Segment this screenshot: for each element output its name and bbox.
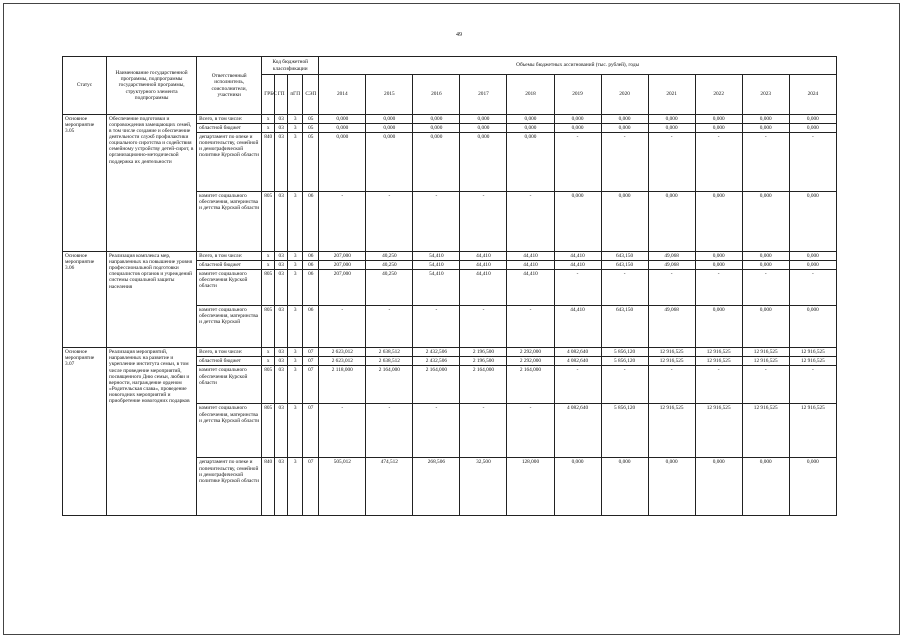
value-cell: - <box>789 133 836 192</box>
value-cell: 5 856,120 <box>601 348 648 357</box>
code-cell: 3 <box>288 115 303 124</box>
value-cell: 0,000 <box>413 115 460 124</box>
code-cell: 03 <box>275 133 288 192</box>
value-cell: 0,000 <box>742 252 789 261</box>
value-cell: 2 292,000 <box>507 357 554 366</box>
value-cell: 0,000 <box>789 306 836 348</box>
value-cell: - <box>601 366 648 404</box>
value-cell: - <box>507 306 554 348</box>
value-cell: 2 623,012 <box>319 348 366 357</box>
value-cell: 0,000 <box>460 124 507 133</box>
code-cell: 805 <box>262 306 275 348</box>
value-cell: 12 916,525 <box>789 348 836 357</box>
executor-cell: департамент по опеке и попечительству, семейной и демографической политике Курской области <box>197 133 262 192</box>
code-cell: 3 <box>288 404 303 458</box>
value-cell: - <box>742 270 789 306</box>
value-cell: 207,000 <box>319 270 366 306</box>
value-cell: 12 916,525 <box>648 404 695 458</box>
value-cell: 0,000 <box>695 115 742 124</box>
value-cell: 0,000 <box>742 124 789 133</box>
header-executor: Ответственный исполнитель, соисполнители, участники <box>197 57 262 115</box>
value-cell: - <box>319 404 366 458</box>
value-cell: - <box>648 270 695 306</box>
value-cell: 44,410 <box>554 252 601 261</box>
value-cell: - <box>507 404 554 458</box>
value-cell: - <box>460 306 507 348</box>
value-cell: 49,068 <box>648 252 695 261</box>
executor-cell: областной бюджет <box>197 261 262 270</box>
code-cell: 06 <box>303 261 319 270</box>
budget-table <box>62 56 837 516</box>
value-cell: 44,410 <box>507 252 554 261</box>
value-cell: 49,068 <box>648 306 695 348</box>
code-cell: 3 <box>288 306 303 348</box>
header-year: 2017 <box>460 75 507 115</box>
value-cell: - <box>366 404 413 458</box>
value-cell: 0,000 <box>789 192 836 252</box>
value-cell: 0,000 <box>648 124 695 133</box>
value-cell: 0,000 <box>742 458 789 516</box>
value-cell: 0,000 <box>554 458 601 516</box>
code-cell: 03 <box>275 357 288 366</box>
value-cell: 0,000 <box>742 115 789 124</box>
value-cell: 40,250 <box>366 252 413 261</box>
header-code-gp: ГП <box>275 75 288 115</box>
executor-cell: Всего, в том числе: <box>197 348 262 357</box>
value-cell: - <box>742 133 789 192</box>
code-cell: 03 <box>275 252 288 261</box>
code-cell: 805 <box>262 404 275 458</box>
value-cell: - <box>789 270 836 306</box>
value-cell: 0,000 <box>554 192 601 252</box>
value-cell: 2 118,000 <box>319 366 366 404</box>
value-cell: 2 638,512 <box>366 348 413 357</box>
header-status: Статус <box>63 57 107 115</box>
value-cell: 54,410 <box>413 252 460 261</box>
value-cell: - <box>319 192 366 252</box>
value-cell: 44,410 <box>460 270 507 306</box>
page-number: 49 <box>456 32 462 38</box>
name-cell: Обеспечение подготовки и сопровождения замещающих семей, в том числе создание и обеспечение деятельности служб профилактики социального сиротства и содействия семейному устройству детей-сирот, в организационно-методической поддержка их деятельности <box>107 115 197 252</box>
code-cell: 07 <box>303 348 319 357</box>
value-cell: - <box>554 366 601 404</box>
code-cell: x <box>262 348 275 357</box>
header-code-sep: СЭП <box>303 75 319 115</box>
value-cell: - <box>742 366 789 404</box>
value-cell: 12 916,525 <box>742 348 789 357</box>
value-cell: 0,000 <box>648 192 695 252</box>
header-code-grbs: ГРБС <box>262 75 275 115</box>
code-cell: 3 <box>288 261 303 270</box>
code-cell: 03 <box>275 115 288 124</box>
executor-cell: комитет социального обеспечения, материнства и детства Курской области <box>197 404 262 458</box>
executor-cell: областной бюджет <box>197 357 262 366</box>
value-cell: 2 638,512 <box>366 357 413 366</box>
code-cell: 3 <box>288 192 303 252</box>
code-cell: 06 <box>303 270 319 306</box>
value-cell: 2 623,012 <box>319 357 366 366</box>
value-cell: 643,150 <box>601 306 648 348</box>
value-cell: 12 916,525 <box>695 348 742 357</box>
code-cell: 03 <box>275 124 288 133</box>
value-cell: 12 916,525 <box>648 348 695 357</box>
code-cell: 840 <box>262 458 275 516</box>
value-cell: - <box>460 404 507 458</box>
executor-cell: областной бюджет <box>197 124 262 133</box>
value-cell: 505,012 <box>319 458 366 516</box>
status-cell: Основное мероприятие 3.06 <box>63 252 107 348</box>
value-cell: 0,000 <box>366 133 413 192</box>
value-cell: - <box>413 306 460 348</box>
code-cell: 03 <box>275 306 288 348</box>
value-cell: 0,000 <box>789 115 836 124</box>
value-cell: 44,410 <box>507 261 554 270</box>
value-cell: 0,000 <box>413 133 460 192</box>
value-cell: 44,410 <box>554 306 601 348</box>
code-cell: 805 <box>262 366 275 404</box>
value-cell: 268,506 <box>413 458 460 516</box>
table-row <box>63 348 837 357</box>
value-cell: 44,410 <box>507 270 554 306</box>
value-cell: 0,000 <box>507 115 554 124</box>
header-name: Наименование государственной программы, подпрограммы государственной программы, структурного элемента подпрограммы <box>107 57 197 115</box>
header-year: 2019 <box>554 75 601 115</box>
header-code-pgp: пГП <box>288 75 303 115</box>
table-row <box>63 115 837 124</box>
value-cell: 2 196,500 <box>460 348 507 357</box>
value-cell: - <box>507 192 554 252</box>
code-cell: x <box>262 115 275 124</box>
code-cell: 3 <box>288 133 303 192</box>
code-cell: 06 <box>303 306 319 348</box>
value-cell: 12 916,525 <box>648 357 695 366</box>
code-cell: 07 <box>303 404 319 458</box>
value-cell: - <box>601 270 648 306</box>
code-cell: 03 <box>275 261 288 270</box>
code-cell: 07 <box>303 366 319 404</box>
executor-cell: комитет социального обеспечения, материнства и детства Курской <box>197 306 262 348</box>
code-cell: x <box>262 261 275 270</box>
header-year: 2014 <box>319 75 366 115</box>
header-row-1 <box>63 57 837 75</box>
value-cell: 0,000 <box>460 115 507 124</box>
value-cell: 49,068 <box>648 261 695 270</box>
value-cell: 0,000 <box>695 306 742 348</box>
value-cell: 12 916,525 <box>789 404 836 458</box>
value-cell: 0,000 <box>695 261 742 270</box>
value-cell: 5 856,120 <box>601 404 648 458</box>
code-cell: 03 <box>275 192 288 252</box>
status-cell: Основное мероприятие 3.07 <box>63 348 107 516</box>
value-cell: 12 916,525 <box>695 357 742 366</box>
code-cell: 03 <box>275 270 288 306</box>
value-cell: - <box>695 366 742 404</box>
value-cell: 0,000 <box>789 252 836 261</box>
value-cell: 44,410 <box>554 261 601 270</box>
value-cell: 0,000 <box>554 115 601 124</box>
value-cell: 0,000 <box>648 115 695 124</box>
table-body <box>63 115 837 516</box>
value-cell: 0,000 <box>601 192 648 252</box>
value-cell: - <box>554 270 601 306</box>
code-cell: 05 <box>303 124 319 133</box>
value-cell: 32,500 <box>460 458 507 516</box>
value-cell: 12 916,525 <box>695 404 742 458</box>
code-cell: 05 <box>303 133 319 192</box>
value-cell: 0,000 <box>366 124 413 133</box>
header-year: 2023 <box>742 75 789 115</box>
value-cell: 474,512 <box>366 458 413 516</box>
value-cell: 12 916,525 <box>742 357 789 366</box>
value-cell: 643,150 <box>601 252 648 261</box>
value-cell: - <box>366 192 413 252</box>
header-year: 2015 <box>366 75 413 115</box>
name-cell: Реализация комплекса мер, направленных на повышение уровня профессиональной подготовки специалистов органов и учреждений системы социальной защиты населения <box>107 252 197 348</box>
value-cell: 0,000 <box>789 458 836 516</box>
value-cell: 2 164,000 <box>507 366 554 404</box>
code-cell: 3 <box>288 124 303 133</box>
value-cell: - <box>789 366 836 404</box>
value-cell: 4 082,640 <box>554 348 601 357</box>
value-cell: 2 164,000 <box>413 366 460 404</box>
value-cell: 0,000 <box>319 115 366 124</box>
header-year: 2021 <box>648 75 695 115</box>
value-cell: 0,000 <box>554 124 601 133</box>
code-cell: 06 <box>303 192 319 252</box>
value-cell: 12 916,525 <box>789 357 836 366</box>
value-cell: 0,000 <box>695 252 742 261</box>
value-cell: 2 292,000 <box>507 348 554 357</box>
name-cell: Реализация мероприятий, направленных на развитие и укрепление института семьи, в том числе проведение мероприятий, посвященного Дню семьи, любви и верности, награждение орденом «Родительская слава», проведение новогодних мероприятий и приобретение новогодних подарков <box>107 348 197 516</box>
code-cell: 3 <box>288 348 303 357</box>
value-cell: 44,410 <box>460 261 507 270</box>
value-cell: 12 916,525 <box>742 404 789 458</box>
value-cell: - <box>366 306 413 348</box>
value-cell: 40,250 <box>366 270 413 306</box>
code-cell: 805 <box>262 192 275 252</box>
value-cell: 0,000 <box>789 261 836 270</box>
code-cell: 3 <box>288 252 303 261</box>
value-cell: 643,150 <box>601 261 648 270</box>
value-cell: 0,000 <box>789 124 836 133</box>
value-cell: 0,000 <box>648 458 695 516</box>
header-year: 2016 <box>413 75 460 115</box>
executor-cell: комитет социального обеспечения, материнства и детства Курской области <box>197 192 262 252</box>
code-cell: x <box>262 357 275 366</box>
value-cell: 2 164,000 <box>460 366 507 404</box>
code-cell: 03 <box>275 458 288 516</box>
value-cell: 2 432,506 <box>413 348 460 357</box>
code-cell: 840 <box>262 133 275 192</box>
header-year: 2018 <box>507 75 554 115</box>
value-cell: 0,000 <box>601 458 648 516</box>
value-cell: 2 432,506 <box>413 357 460 366</box>
value-cell: 2 196,500 <box>460 357 507 366</box>
value-cell: - <box>319 306 366 348</box>
value-cell: 0,000 <box>742 261 789 270</box>
code-cell: 07 <box>303 458 319 516</box>
value-cell: 0,000 <box>366 115 413 124</box>
value-cell: 4 082,640 <box>554 404 601 458</box>
value-cell: - <box>648 366 695 404</box>
value-cell: - <box>601 133 648 192</box>
value-cell: 5 856,120 <box>601 357 648 366</box>
value-cell: 0,000 <box>319 133 366 192</box>
executor-cell: департамент по опеке и попечительству, семейной и демографической политике Курской области <box>197 458 262 516</box>
value-cell: 0,000 <box>413 124 460 133</box>
status-cell: Основное мероприятие 3.05 <box>63 115 107 252</box>
value-cell: 54,410 <box>413 261 460 270</box>
code-cell: 805 <box>262 270 275 306</box>
header-volumes: Объемы бюджетных ассигнований (тыс. рублей), годы <box>319 57 837 75</box>
value-cell: - <box>648 133 695 192</box>
value-cell: 0,000 <box>460 133 507 192</box>
value-cell: 4 082,640 <box>554 357 601 366</box>
header-year: 2022 <box>695 75 742 115</box>
code-cell: x <box>262 252 275 261</box>
value-cell: - <box>554 133 601 192</box>
value-cell: - <box>695 270 742 306</box>
value-cell: 0,000 <box>742 306 789 348</box>
value-cell: 128,000 <box>507 458 554 516</box>
value-cell: 0,000 <box>695 192 742 252</box>
value-cell: 0,000 <box>601 115 648 124</box>
header-code-group: Код бюджетной классификации <box>262 57 319 75</box>
value-cell: 0,000 <box>507 124 554 133</box>
value-cell: 0,000 <box>695 458 742 516</box>
executor-cell: Всего, в том числе: <box>197 115 262 124</box>
code-cell: 3 <box>288 458 303 516</box>
table-row <box>63 252 837 261</box>
value-cell: - <box>413 404 460 458</box>
header-year: 2020 <box>601 75 648 115</box>
code-cell: 03 <box>275 404 288 458</box>
value-cell: 0,000 <box>601 124 648 133</box>
value-cell: - <box>460 192 507 252</box>
code-cell: 06 <box>303 252 319 261</box>
executor-cell: комитет социального обеспечения Курской области <box>197 270 262 306</box>
code-cell: 03 <box>275 366 288 404</box>
value-cell: 0,000 <box>507 133 554 192</box>
code-cell: 3 <box>288 357 303 366</box>
value-cell: 40,250 <box>366 261 413 270</box>
value-cell: - <box>695 133 742 192</box>
code-cell: 3 <box>288 270 303 306</box>
value-cell: 2 164,000 <box>366 366 413 404</box>
value-cell: - <box>413 192 460 252</box>
executor-cell: Всего, в том числе: <box>197 252 262 261</box>
value-cell: 54,410 <box>413 270 460 306</box>
value-cell: 44,410 <box>460 252 507 261</box>
code-cell: 3 <box>288 366 303 404</box>
value-cell: 0,000 <box>695 124 742 133</box>
value-cell: 0,000 <box>742 192 789 252</box>
code-cell: 03 <box>275 348 288 357</box>
code-cell: x <box>262 124 275 133</box>
value-cell: 0,000 <box>319 124 366 133</box>
value-cell: 207,000 <box>319 261 366 270</box>
executor-cell: комитет социального обеспечения Курской области <box>197 366 262 404</box>
code-cell: 07 <box>303 357 319 366</box>
value-cell: 207,000 <box>319 252 366 261</box>
code-cell: 05 <box>303 115 319 124</box>
header-year: 2024 <box>789 75 836 115</box>
